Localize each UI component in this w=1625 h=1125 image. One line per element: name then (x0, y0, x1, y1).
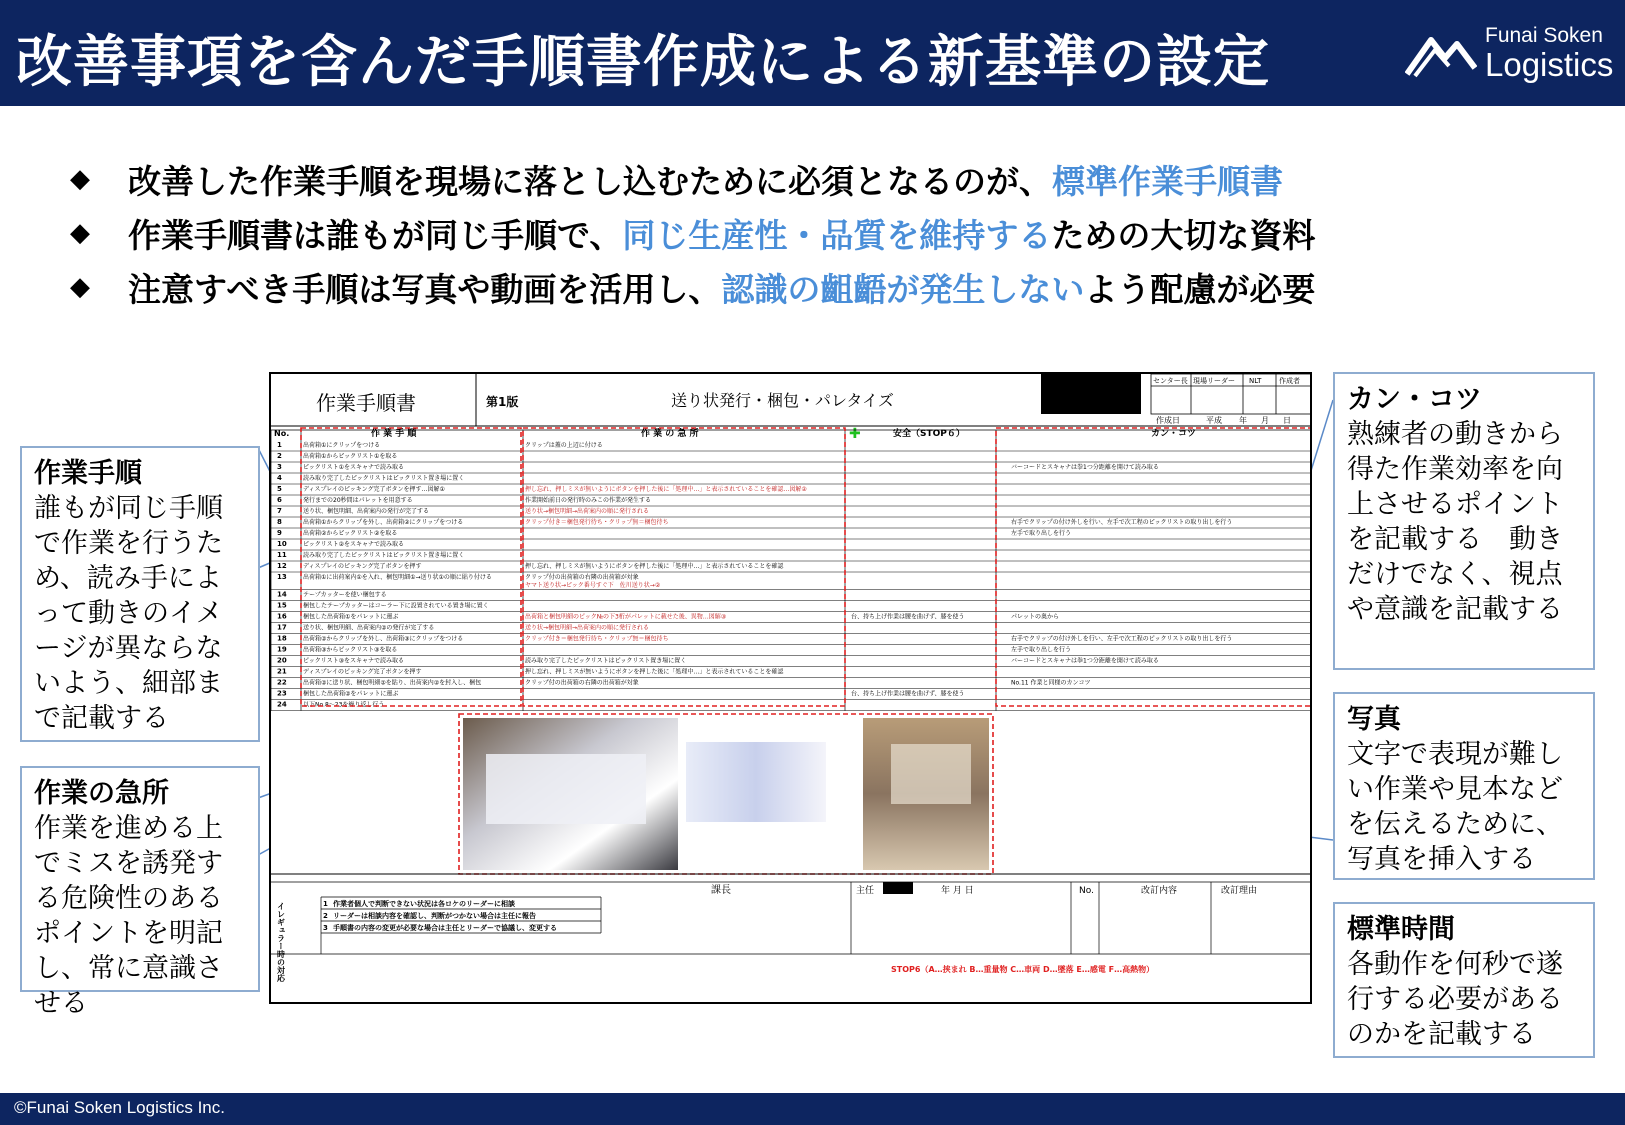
bullet-item (70, 260, 1315, 314)
approval-label: 主任 (856, 886, 875, 896)
row-kankotsu: バーコードとスキャナは拳1つ分距離を開けて読み取る (1011, 464, 1159, 471)
irregular-text: リーダーは相談内容を確認し、判断がつかない場合は主任に報告 (333, 912, 536, 920)
bullet-list (70, 152, 1315, 314)
row-number: 12 (277, 562, 287, 570)
row-safety: 台、持ち上げ作業は腰を曲げず、膝を使う (851, 690, 965, 698)
row-point: 読み取り完了したピックリストはピックリスト置き場に置く (525, 657, 687, 665)
row-step: 出荷箱①からクリップを外し、出荷箱②にクリップをつける (303, 519, 464, 526)
approval-label: 改訂理由 (1221, 886, 1258, 896)
row-step: 梱包した出荷箱②をパレットに運ぶ (303, 690, 399, 698)
irregular-number: 1 (323, 900, 328, 908)
bullet-text: 改善した作業手順を現場に落とし込むために必須となるのが、 (128, 161, 1052, 201)
date-label: 日 (1283, 416, 1291, 425)
row-point: クリップ付の出荷箱の右隣の出荷箱が対象 (525, 574, 639, 581)
row-step: ディスプレイのピッキング完了ボタンを押す (303, 563, 422, 570)
doc-title: 作業手順書 (316, 391, 416, 415)
col-header-steps: 作 業 手 順 (371, 429, 417, 439)
row-number: 21 (277, 667, 287, 676)
row-number: 2 (277, 452, 282, 460)
date-label: 作成日 (1156, 416, 1180, 425)
callout-steps (20, 446, 260, 742)
row-point: 出荷箱と梱包明細のピック№の下3桁がパレットに載せた後、異物…図解③ (525, 613, 727, 621)
callout-photo (1333, 692, 1595, 880)
date-label: 年 (1239, 416, 1247, 425)
logo-text-line1: Funai Soken (1485, 24, 1603, 47)
row-point: 押し忘れ、押しミスが無いようにボタンを押した後に「処理中…」と表示されていることを確認…図解② (525, 486, 807, 493)
callout-points (20, 766, 260, 1019)
col-header-points: 作 業 の 急 所 (641, 429, 699, 439)
row-step: 送り状、梱包明細、出荷案内②の発行が完了する (303, 624, 435, 632)
col-header-no: No. (274, 429, 290, 438)
bullet-highlight: 同じ生産性・品質を維持する (622, 215, 1052, 255)
irregular-rows (323, 899, 557, 932)
footer-bar (0, 1093, 1625, 1125)
irregular-number: 3 (323, 924, 328, 932)
bullet-highlight: 標準作業手順書 (1052, 161, 1283, 201)
irregular-label: イレギュラー時の対応 (276, 902, 286, 982)
row-step: ピックリスト②をスキャナで読み取る (303, 541, 405, 548)
logo-mark-icon (1405, 28, 1477, 78)
logo-text-line2: Logistics (1485, 46, 1614, 83)
bullet-highlight: 認識の齟齬が発生しない (721, 269, 1085, 309)
row-step: 読み取り完了したピックリストはピックリスト置き場に置く (303, 475, 465, 482)
row-step: 出荷箱②からクリップを外し、出荷箱③にクリップをつける (303, 635, 464, 643)
row-kankotsu: No.11 作業と同様のカンコツ (1011, 679, 1091, 687)
row-number: 10 (277, 540, 287, 548)
row-number: 4 (277, 474, 282, 482)
row-point: 押し忘れ、押しミスが無いようにボタンを押した後に「処理中…」と表示されていることを確認 (525, 668, 784, 676)
callout-body: 作業を進める上でミスを誘発する危険性のあるポイントを明記し、常に意識させる (34, 813, 223, 1019)
row-kankotsu: 左手で取り出しを行う (1011, 530, 1072, 537)
approver-label: NLT (1249, 377, 1262, 385)
row-kankotsu: 右手でクリップの付け外しを行い、左手で次工程のピックリストの取り出しを行う (1011, 635, 1233, 643)
copyright: ©Funai Soken Logistics Inc. (14, 1098, 225, 1117)
row-number: 14 (277, 590, 287, 599)
safety-cross-icon: ✚ (849, 426, 861, 442)
page-title: 改善事項を含んだ手順書作成による新基準の設定 (16, 30, 1270, 95)
row-step: 読み取り完了したピックリストはピックリスト置き場に置く (303, 552, 465, 559)
callout-title: 作業手順 (34, 458, 142, 489)
approver-label: 作成者 (1279, 377, 1300, 385)
date-label: 月 (1261, 416, 1269, 425)
irregular-text: 作業者個人で判断できない状況は各ロケのリーダーに相談 (333, 900, 515, 908)
redacted-block (883, 882, 913, 894)
row-step: 出荷箱①からピックリスト①を取る (303, 453, 398, 460)
col-header-safety: 安全（STOP６） (893, 429, 965, 439)
row-kankotsu: パレットの奥から (1011, 613, 1059, 621)
row-kankotsu: 右手でクリップの付け外しを行い、左手で次工程のピックリストの取り出しを行う (1011, 519, 1233, 526)
procedure-sheet-drawing (271, 374, 1312, 1004)
company-logo (1405, 22, 1615, 86)
row-point: 送り状→梱包明細→出荷案内の順に発行される (525, 508, 650, 515)
row-point: クリップ付き＝梱包発行待ち・クリップ無＝梱包待ち (525, 635, 669, 643)
row-number: 11 (277, 551, 287, 559)
doc-version: 第1版 (486, 395, 519, 409)
row-step: 以下No.8〜23を繰り返し行う (303, 701, 385, 709)
row-step: 発行までの20秒間はパレットを用意する (303, 497, 413, 504)
row-point: 押し忘れ、押しミスが無いようにボタンを押した後に「処理中…」と表示されていることを確認 (525, 563, 784, 570)
approval-label: 年 月 日 (941, 886, 974, 896)
bullet-item (70, 152, 1315, 206)
callout-time (1333, 902, 1595, 1058)
callout-body: 文字で表現が難しい作業や見本などを伝えるために、写真を挿入する (1347, 739, 1563, 875)
row-step: 梱包した出荷箱①をパレットに運ぶ (303, 613, 399, 621)
approval-label: No. (1079, 886, 1094, 896)
row-step: ピックリスト③をスキャナで読み取る (303, 657, 405, 665)
photo-image (686, 742, 826, 822)
bullet-text-after: ための大切な資料 (1051, 215, 1316, 255)
diamond-bullet-icon: ◆ (70, 218, 90, 248)
row-step: テープカッターを使い梱包する (303, 591, 387, 599)
row-number: 9 (277, 529, 282, 537)
row-kankotsu: 左手で取り出しを行う (1011, 646, 1072, 654)
bullet-text-after: よう配慮が必要 (1084, 269, 1316, 309)
callout-title: 写真 (1347, 704, 1401, 735)
row-step: 出荷箱①にクリップをつける (303, 442, 381, 449)
bullet-text: 注意すべき手順は写真や動画を活用し、 (128, 269, 722, 309)
row-point: クリップ付の出荷箱の右隣の出荷箱が対象 (525, 679, 639, 687)
row-step: 出荷箱①に出荷案内①を入れ、梱包明細①→送り状①の順に貼り付ける (303, 574, 492, 581)
date-label: 平成 (1206, 416, 1222, 425)
callout-body: 熟練者の動きから得た作業効率を向上させるポイントを記載する 動きだけでなく、視点や意識を記載する (1347, 419, 1563, 625)
row-number: 17 (277, 623, 287, 632)
approver-label: センター長 (1153, 377, 1188, 385)
diamond-bullet-icon: ◆ (70, 272, 90, 302)
callout-title: 作業の急所 (34, 778, 169, 809)
diamond-bullet-icon: ◆ (70, 164, 90, 194)
row-step: 出荷箱③からピックリスト③を取る (303, 646, 398, 654)
callout-body: 誰もが同じ手順で作業を行うため、読み手によって動きのイメージが異ならないよう、細部まで記載する (34, 493, 223, 734)
approver-label: 現場リーダー (1193, 377, 1235, 385)
row-step: ディスプレイのピッキング完了ボタンを押す…図解① (303, 486, 445, 493)
row-step: ディスプレイのピッキング完了ボタンを押す (303, 668, 422, 676)
row-number: 8 (277, 518, 282, 526)
irregular-text: 手順書の内容の変更が必要な場合は主任とリーダーで協議し、変更する (333, 924, 557, 932)
row-point: クリップは蓋の上辺に付ける (525, 442, 603, 449)
callout-kankotsu (1333, 372, 1595, 670)
header-bar (0, 0, 1625, 106)
row-number: 5 (277, 485, 282, 493)
row-point: 送り状→梱包明細→出荷案内の順に発行される (525, 624, 650, 632)
procedure-sheet (269, 372, 1312, 1004)
approval-label: 改訂内容 (1141, 886, 1178, 896)
row-number: 18 (277, 634, 287, 643)
row-number: 24 (277, 700, 287, 709)
row-number: 15 (277, 601, 287, 610)
row-number: 16 (277, 612, 287, 621)
row-number: 3 (277, 463, 282, 471)
approval-label: 課長 (711, 885, 731, 896)
bullet-item (70, 206, 1315, 260)
row-number: 23 (277, 689, 287, 698)
row-point: 作業開始前日の発行時のみこの作業が発生する (525, 497, 652, 504)
row-step: 出荷箱②からピックリスト②を取る (303, 530, 398, 537)
stop6-legend: STOP6（A…挟まれ B…重量物 C…車両 D…墜落 E…感電 F…高熱物） (891, 965, 1155, 974)
doc-subject: 送り状発行・梱包・パレタイズ (671, 391, 894, 410)
col-header-kankotsu: カン・コツ (1151, 429, 1197, 439)
bullet-text: 作業手順書は誰もが同じ手順で、 (128, 215, 623, 255)
row-point-sub: ヤマト送り状→ピック番号すぐ下 佐川送り状→② (525, 582, 661, 589)
callout-title: カン・コツ (1347, 384, 1482, 415)
row-step: 送り状、梱包明細、出荷案内の発行が完了する (303, 508, 430, 515)
row-number: 22 (277, 678, 287, 687)
row-number: 19 (277, 645, 287, 654)
row-step: 梱包したテープカッターはコーラー下に設置されている置き場に置く (303, 602, 489, 610)
irregular-number: 2 (323, 912, 328, 920)
row-number: 20 (277, 656, 287, 665)
row-number: 6 (277, 496, 282, 504)
row-step: 出荷箱②に送り状、梱包明細②を貼り、出荷案内②を封入し、梱包 (303, 679, 482, 687)
row-number: 7 (277, 507, 282, 515)
callout-title: 標準時間 (1347, 914, 1455, 945)
row-point: クリップ付き＝梱包発行待ち・クリップ無＝梱包待ち (525, 519, 669, 526)
callout-body: 各動作を何秒で遂行する必要があるのかを記載する (1347, 949, 1563, 1050)
row-safety: 台、持ち上げ作業は腰を曲げず、膝を使う (851, 613, 965, 621)
procedure-rows (271, 430, 1312, 711)
row-step: ピックリスト①をスキャナで読み取る (303, 464, 405, 471)
row-number: 13 (277, 573, 287, 581)
row-number: 1 (277, 441, 282, 449)
redacted-block (1041, 374, 1141, 414)
row-kankotsu: バーコードとスキャナは拳1つ分距離を開けて読み取る (1011, 657, 1159, 665)
